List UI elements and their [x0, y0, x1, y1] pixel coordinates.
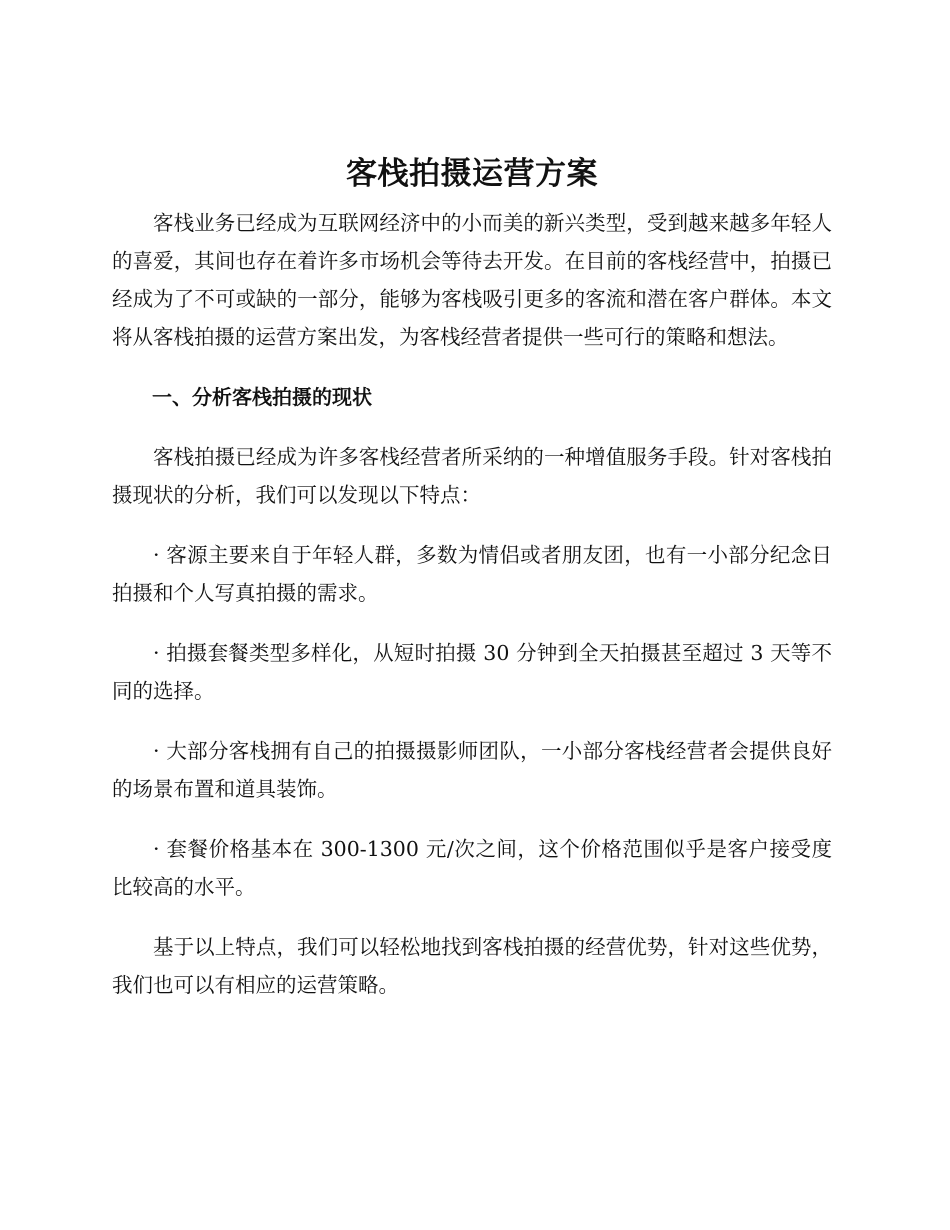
bullet-item-1: · 客源主要来自于年轻人群，多数为情侣或者朋友团，也有一小部分纪念日拍摄和个人写真拍摄的需求。 [112, 543, 832, 605]
document-title: 客栈拍摄运营方案 [346, 156, 598, 192]
bullet-item-2: · 拍摄套餐类型多样化，从短时拍摄 30 分钟到全天拍摄甚至超过 3 天等不同的选择。 [112, 641, 832, 703]
intro-paragraph: 客栈业务已经成为互联网经济中的小而美的新兴类型，受到越来越多年轻人的喜爱，其间也存在着许多市场机会等待去开发。在目前的客栈经营中，拍摄已经成为了不可或缺的一部分，能够为客栈吸引更多的客流和潜在客户群体。本文将从客栈拍摄的运营方案出发，为客栈经营者提供一些可行的策略和想法。 [112, 211, 832, 349]
section-heading: 一、分析客栈拍摄的现状 [152, 385, 372, 409]
bullet-item-3: · 大部分客栈拥有自己的拍摄摄影师团队，一小部分客栈经营者会提供良好的场景布置和道具装饰。 [112, 739, 832, 801]
bullet-item-4: · 套餐价格基本在 300-1300 元/次之间，这个价格范围似乎是客户接受度比较高的水平。 [112, 837, 832, 899]
section-lead-paragraph: 客栈拍摄已经成为许多客栈经营者所采纳的一种增值服务手段。针对客栈拍摄现状的分析，我们可以发现以下特点： [112, 445, 832, 507]
document-body [112, 150, 832, 1004]
section-conclusion-paragraph: 基于以上特点，我们可以轻松地找到客栈拍摄的经营优势，针对这些优势，我们也可以有相应的运营策略。 [112, 935, 832, 997]
